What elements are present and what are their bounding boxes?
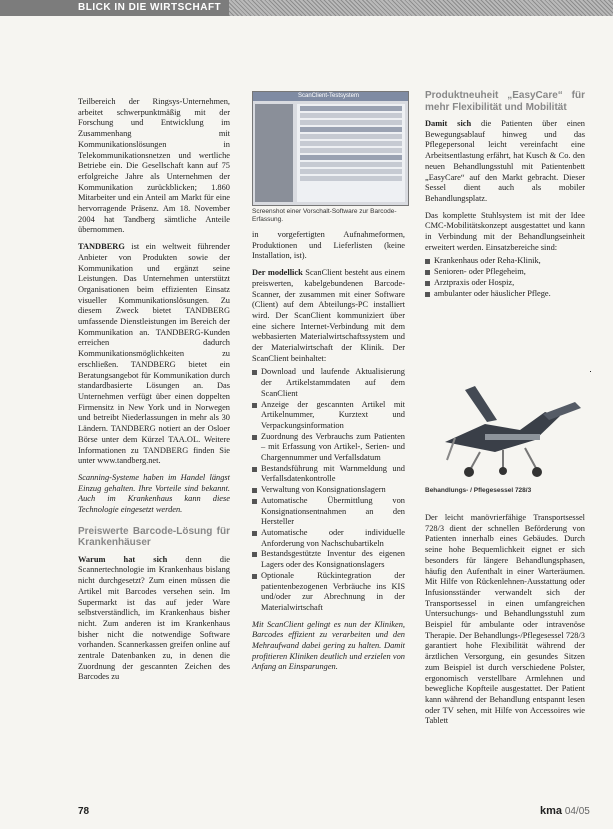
column-3 [425, 90, 585, 302]
list-item: Automatische Übermittlung von Konsignationsentnahmen an den Hersteller [252, 496, 405, 528]
col3-p1-lead: Damit sich [425, 119, 472, 128]
col1-paragraph-3 [78, 555, 230, 683]
col2-intro: in vorgefertigten Aufnahmeformen, Produktionen und Lieferlisten (keine Installation, ist). [252, 230, 405, 261]
list-item: Anzeige der gescannten Artikel mit Artikelnummer, Kurztext und Verpackungsinformation [252, 400, 405, 432]
screenshot-titlebar: ScanClient-Testsystem [253, 92, 408, 101]
col3-bullet-list [425, 256, 585, 299]
col1-paragraph-2 [78, 242, 230, 467]
list-item: Senioren- oder Pflegeheim, [425, 267, 585, 278]
col2-p2-body: ScanClient besteht aus einem preiswerten, kabelgebundenen Barcode-Scanner, der zusammen mit einer Software (Client) auf dem Abteilungs-PC installiert wird. Der ScanClient kommuniziert über eine sichere Internet-Verbindung mit dem webbasierten Materialwirtschaftssystem und der Materialwirtschaft der Klinik. Der ScanClient beinhaltet: [252, 268, 405, 363]
list-item: Zuordnung des Verbrauchs zum Patienten – mit Erfassung von Artikel-, Serien- und Chargennummer und Verfallsdatum [252, 432, 405, 464]
col1-italic-teaser: Scanning-Systeme haben im Handel längst Einzug gehalten. Ihre Vorteile sind bekannt. Auch im Krankenhaus kann diese Technologie eingesetzt werden. [78, 472, 230, 515]
col1-p3-body: denn die Scannertechnologie im Krankenhaus bislang nicht durchgesetzt? Zum einen müssen die Artikel mit Barcodes versehen sein. Im Supermarkt ist das auf jeder Ware selbstverständlich, im Krankenhaus bisher nicht. Zum anderen ist im Krankenhaus bisher nicht die notwendige Software vorhanden. Scannerkassen greifen online auf zentrale Datenbanken zu, in denen die Zuordnung der gescannten Zeichen des Barcodes zu [78, 554, 230, 682]
list-item: Automatische oder individuelle Anforderung von Nachschubartikeln [252, 528, 405, 549]
col1-p2-body: ist ein weltweit führender Anbieter von Produkten sowie der Kommunikation und ergänzt seine Leistungen. Das Unternehmen unterstützt Organisationen beim effizienten Einsatz visueller Kommunikationslösungen. Zu diesem Zweck bietet TANDBERG umfassende Dienstleistungen im Bereich der Kommunikation an. TANDBERG-Kunden erreichen dadurch Kommunikationsmöglichkeiten zu erschließen. TANDBERG bietet ein Beratungsangebot für Kommunikation durch standardbasierte Lösungen an. Das Unternehmen verfügt über einen doppelten Firmensitz in New York und in Norwegen und betreibt Niederlassungen in mehr als 30 Ländern. TANDBERG notiert an der Osloer Börse unter dem Kürzel TAA.OL. Weitere Informationen zu TANDBERG finden Sie unter www.tandberg.net. [78, 242, 230, 466]
list-item: Bestandsführung mit Warnmeldung und Verfallsdatenkontrolle [252, 464, 405, 485]
section-title: BLICK IN DIE WIRTSCHAFT [0, 0, 229, 16]
col1-intro: Teilbereich der Ringsys-Unternehmen, arbeitet schwerpunktmäßig mit der Forschung und Entwicklung im Zusammenhang mit Kommunikationslösungen in Telekommunikationsnetzen und wertliche Betriebe ein. Die Gesellschaft kann auf 75 erfolgreiche Jahre als Unternehmen der Kommunikation zurückblicken; 1.860 Mitarbeiter und ein Anteil am Markt für eine hervorragende Präsenz. Am 18. November 2004 hat Tandberg sämtliche Anteile übernommen. [78, 97, 230, 235]
list-item: Optionale Rückintegration der patientenbezogenen Verbräuche ins KIS und/oder zur Abrechnung in der Materialwirtschaft [252, 571, 405, 614]
col1-p2-lead: TANDBERG [78, 242, 125, 252]
col2-closing: Mit ScanClient gelingt es nun der Kliniken, Barcodes effizient zu verarbeiten und den Mehraufwand dabei gering zu halten. Damit profitieren Kliniken deutlich und erzielen von Anfang an Einsparungen. [252, 619, 405, 672]
list-item: Krankenhaus oder Reha-Klinik, [425, 256, 585, 267]
col3-p1-body: die Patienten über einen Bewegungsablauf hinweg und das Pflegepersonal leicht vereinfacht eine Arbeitsentlastung erfährt, hat Kusch & Co. den neuen Behandlungsstuhl mit Patientenbett „EasyCare“ auf den Markt gebracht. Dieser Sessel dient auch als mobiler Behandlungsplatz. [425, 119, 585, 203]
issue-number: 04/05 [564, 806, 590, 817]
col3-paragraph-1 [425, 119, 585, 205]
chair-caption: Behandlungs- / Pflegesessel 728/3 [425, 487, 532, 494]
screenshot-left-pane [255, 104, 293, 202]
footer-brand [540, 805, 590, 817]
col2-bullet-list [252, 367, 405, 613]
software-screenshot-figure [252, 91, 409, 206]
col1-heading: Preiswerte Barcode-Lösung für Krankenhäuser [78, 525, 230, 549]
col2-paragraph-2 [252, 268, 405, 364]
col2-p2-lead: Der modellick [252, 268, 303, 278]
list-item: Arztpraxis oder Hospiz, [425, 278, 585, 289]
column-2 [252, 230, 405, 673]
col3-heading: Produktneuheit „EasyCare“ für mehr Flexibilität und Mobilität [425, 90, 585, 113]
page-number: 78 [78, 806, 90, 817]
screenshot-caption: Screenshot einer Vorschalt-Software zur Barcode-Erfassung. [252, 208, 397, 223]
col1-p3-lead: Warum hat sich [78, 554, 168, 564]
list-item: Verwaltung von Konsignationslagern [252, 485, 405, 496]
screenshot-main-pane [297, 104, 405, 202]
col3-paragraph-3: Der leicht manövrierfähige Transportsessel 728/3 dient der schnellen Beförderung von Patienten innerhalb eines Gebäudes. Durch seine hohe Bequemlichkeit eignet er sich besonders für längere Behandlungsphasen, häufig den Aufenthalt in einer Warteräumen. Mit Hilfe von Rückenlehnen-Ausstattung oder Infusionsständer verwandelt sich der Transportsessel in einen umfangreichen Untersuchungs- und Behandlungsstuhl zum Beispiel für ambulante oder intravenöse Therapie. Der Behandlungs-/Pflegesessel 728/3 garantiert hohe Flexibilität während der ärztlichen Versorgung, ein gesundes Sitzen zum Beispiel ist durch verschiedene Polster, ergonomisch verstellbare Armlehnen und bewegliche Kopfteile ausgestattet. Der Patient kann während der Behandlung entspannt lesen oder TV sehen, mit Hilfe von Accessoires wie Tablett [425, 513, 585, 726]
treatment-chair-photo [425, 372, 595, 482]
brand-logo: kma [540, 805, 563, 817]
col3-paragraph-2: Das komplette Stuhlsystem ist mit der Idee CMC-Mobilitätskonzept ausgestattet und kann in Verbindung mit der Behandlungseinheit erweitert werden. Einsatzbereiche sind: [425, 210, 585, 252]
column-1 [78, 97, 230, 683]
list-item: Bestandsgestützte Inventur des eigenen Lagers oder des Konsignationslagers [252, 549, 405, 570]
list-item: Download und laufende Aktualisierung der Artikelstammdaten auf dem ScanClient [252, 367, 405, 399]
list-item: ambulanter oder häuslicher Pflege. [425, 289, 585, 300]
column-3-continued [425, 513, 585, 727]
